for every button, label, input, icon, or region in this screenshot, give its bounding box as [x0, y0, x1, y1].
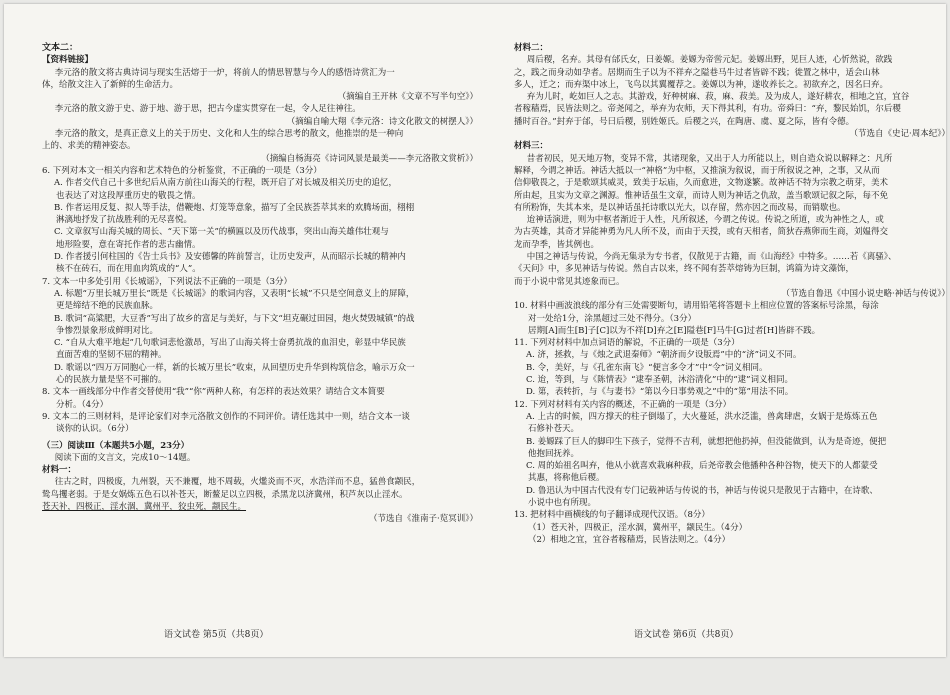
left-text-line: A. 作者交代自己十多世纪后从南方前往山海关的行程，既开启了对长城及相关历史的追忆， — [54, 178, 398, 189]
right-text-line: （1）苍天补，四极正，淫水涸，冀州平，颛民生。（4分） — [528, 522, 748, 533]
exam-sheet — [4, 4, 950, 657]
left-text-line: （摘编自喻大翔《李元洛：诗文化散文的树摆人》） — [286, 116, 478, 127]
right-text-line: C. 周的始祖名叫弃，他从小就喜欢栽麻种菽，后尧帝教会他播种各种谷物，使天下的人都蒙受 — [526, 461, 878, 472]
right-text-line: D. 第，表转折，与《与妻书》“第以今日事势观之”中的“第”用法不同。 — [526, 387, 794, 398]
left-text-line: 地形险要，意在寄托作者的悲古幽情。 — [56, 239, 201, 250]
left-text-line: 李元洛的散文将古典诗词与现实生活熔于一炉，将前人的情思智慧与今人的感悟诗赏汇为一 — [54, 67, 395, 78]
left-text-line: 体，给散文注入了新鲜的生命活力。 — [42, 79, 179, 90]
right-text-line: 者稼穑焉，民皆法则之。帝尧闻之，举弃为农师，天下得其利，有功。帝舜曰：“弃，黎民始饥，尔后稷 — [514, 104, 901, 115]
right-text-line: 而于小说中常见其迹象而已。 — [514, 276, 625, 287]
right-text-line: 居期[A]而生[B]子[C]以为不祥[D]弃之[E]隘巷[F]马牛[G]过者[H]皆辟不践。 — [528, 325, 821, 336]
right-text-line: B. 姜嫄踩了巨人的脚印生下孩子，觉得不吉利，就想把他扔掉，但没能做到，认为是奇迹，便把 — [526, 436, 887, 447]
left-text-line: 8. 文本一画线部分中作者交替使用“我”“你”两种人称，有怎样的表达效果？请结合文本简要 — [42, 387, 385, 398]
left-text-line: 鸷鸟攫老弱。于是女娲炼五色石以补苍天，断鳌足以立四极，杀黑龙以济冀州，积芦灰以止淫水。 — [42, 489, 408, 500]
left-text-line: （摘编自王开林《文章不写半句空》） — [337, 92, 478, 103]
right-text-line: （节选自鲁迅《中国小说史略·神话与传说》） — [781, 288, 950, 299]
right-text-line: 为古英雄，其奇才异能神勇为凡人所不及，而由于天授，或有天相者，简狄吞燕卵而生商，刘媪得交 — [514, 227, 889, 238]
right-text-line: 《天问》中，多见神话与传说。然自古以来，终不闻有荟萃熔铸为巨制，鸿篇为诗文藻饰， — [514, 264, 855, 275]
left-text-line: （三）阅读Ⅲ（本题共5小题，23分） — [42, 440, 190, 451]
right-text-line: 信仰敬畏之，于是歌颂其威灵，致美于坛庙，久而愈进，文物遂繁。故神话不特为宗教之萌芽，美术 — [514, 178, 889, 189]
right-text-line: 他抱回抚养。 — [528, 448, 580, 459]
left-text-line: 李元洛的散文游于史、游于地、游于思，把古今虚实贯穿在一起，令人足往神往。 — [54, 104, 361, 115]
right-text-line: C. 迨，等到，与《陈情表》“逮奉圣朝，沐浴清化”中的“逮”词义相同。 — [526, 375, 793, 386]
right-text-line: 昔者初民，见天地万物，变异不常，其诸现象，又出于人力所能以上，则自造众说以解释之：凡所 — [526, 153, 893, 164]
right-text-line: 其惠，将称他后稷。 — [528, 473, 605, 484]
left-text-line: 7. 文本一中多处引用《长城谣》，下列说法不正确的一项是（3分） — [42, 276, 292, 287]
left-text-line: 文本二： — [42, 43, 79, 53]
left-text-line: D. 作者援引何柱国的《告士兵书》及安德馨的阵前誓言，让历史发声，从而昭示长城的精神内 — [54, 252, 406, 263]
right-text-line: 之，践之而身动如孕者。居期而生子以为不祥弃之隘巷马牛过者皆辟不践；徙置之林中，适会山林 — [514, 67, 880, 78]
right-text-line: 中国之神话与传说，今尚无集录为专书者，仅散见于古籍，而《山海经》中特多。……若《离骚》、 — [526, 252, 897, 263]
left-text-line: 更是缔结不绝的民族血脉。 — [56, 301, 159, 312]
left-text-line: 材料一： — [42, 465, 77, 476]
left-text-line: C. 文章叙写山海关城的周长、“天下第一关”的横匾以及历代战事，突出山海关雄伟壮观与 — [54, 227, 389, 238]
right-text-line: （2）相地之宜，宜谷者稼穑焉，民皆法则之。（4分） — [528, 534, 731, 545]
left-text-line: 分析。（4分） — [56, 399, 109, 410]
left-text-line: 争惨烈景象形成鲜明对比。 — [56, 325, 159, 336]
left-text-line: 上的、求美的精神姿态。 — [42, 141, 136, 152]
right-text-line: 小说中也有所现。 — [528, 497, 597, 508]
right-column — [514, 42, 950, 695]
right-text-line: 迨神话演进，则为中枢者渐近于人性，凡所叙述，今谓之传说。传说之所道，或为神性之人，或 — [526, 215, 884, 226]
right-text-line: 材料二： — [514, 43, 549, 53]
right-text-line: 龙而孕季，皆其例也。 — [514, 239, 600, 250]
right-text-line: 13. 把材料中画横线的句子翻译成现代汉语。（8分） — [514, 510, 710, 521]
right-text-line: 有所粉饰，失其本来，是以神话虽托诗歌以光大，以存留，然亦因之而改易，而销歇也。 — [514, 202, 846, 213]
right-text-line: （节选自《史记·周本纪》） — [849, 129, 950, 140]
right-text-line: A. 济，拯救，与《烛之武退秦师》“朝济而夕设版焉”中的“济”词义不同。 — [526, 350, 802, 361]
page-footer-right: 语文试卷 第6页（共8页） — [634, 630, 739, 640]
right-text-line: A. 上古的时候，四方撑天的柱子倒塌了，大火蔓延，洪水泛滥，兽禽肆虐，女娲于是炼炼五色 — [526, 411, 878, 422]
left-column — [42, 42, 482, 695]
left-text-line: B. 作者运用反复、拟人等手法，借鞭炮、灯笼等意象，描写了全民族荟萃其来的欢腾场面，栩栩 — [54, 202, 415, 213]
left-text-line: 苍天补，四极正，淫水涸，冀州平，狡虫死，颛民生。 — [42, 501, 247, 512]
right-text-line: 所由起，且实为文章之渊源。惟神话虽生文章，而诗人则为神话之仇敌，盖当歌颂记叙之际，每不免 — [514, 190, 889, 201]
right-text-line: 材料三： — [514, 141, 549, 152]
left-text-line: 直面苦难的坚韧不屈的精神。 — [56, 350, 167, 361]
left-text-line: （摘编自杨海亮《诗词风景是最美——李元洛散文赏析》） — [261, 153, 478, 164]
left-text-line: 6. 下列对本文一相关内容和艺术特色的分析鉴赏，不正确的一项是（3分） — [42, 165, 322, 176]
left-text-line: 【资料链接】 — [42, 55, 94, 66]
right-text-line: 11. 下列对材料中加点词语的解说，不正确的一项是（3分） — [514, 338, 740, 349]
right-text-line: D. 鲁迅认为中国古代没有专门记载神话与传说的书，神话与传说只是散见于古籍中，在诗歌、 — [526, 485, 878, 496]
left-text-line: 阅读下面的文言文，完成10～14题。 — [54, 452, 196, 463]
left-text-line: D. 歌谣以“四万万同胞心一样，新的长城万里长”收束，从回望历史升华到构筑信念，喻示万众一 — [54, 362, 415, 373]
left-text-line: B. 歌词“高粱肥，大豆香”写出了故乡的富足与美好，与下文“坦克碾过田园，炮火焚毁城镇”的战 — [54, 313, 415, 324]
right-text-line: 播时百谷。”封弃于邰，号曰后稷，别姓姬氏。后稷之兴，在陶唐、虞、夏之际，皆有令德。 — [514, 116, 855, 127]
right-text-line: 石修补苍天。 — [528, 424, 580, 435]
left-text-line: 淋漓地抒发了抗战胜利的无尽喜悦。 — [56, 215, 193, 226]
left-text-line: A. 标题“万里长城万里长”既是《长城谣》的歌词内容，又表明“长城”不只是空间意义上的屏障， — [54, 288, 415, 299]
left-text-line: 往古之时，四极废，九州裂，天不兼覆，地不周载，火爁炎而不灭，水浩洋而不息，猛兽食颛民， — [54, 477, 421, 488]
left-text-line: 核不在砖石，而在用血肉筑成的“人”。 — [56, 264, 201, 275]
page-footer-left: 语文试卷 第5页（共8页） — [164, 630, 269, 640]
right-text-line: 多人，迁之；而弃渠中冰上，飞鸟以其翼覆荐之。姜嫄以为神，遂收养长之。初欲弃之，因名曰弃。 — [514, 79, 889, 90]
left-text-line: 心的民族力量是坚不可摧的。 — [56, 375, 167, 386]
right-text-line: 10. 材料中画波浪线的部分有三处需要断句，请用铅笔将答题卡上相应位置的答案标号涂黑，每涂 — [514, 301, 879, 312]
right-text-line: 解释，今谓之神话。神话大抵以一“神格”为中枢，又推演为叙说，而于所叙说之神，之事，又从而 — [514, 165, 880, 176]
right-text-line: 对一处给1分，涂黑超过三处不得分。（3分） — [528, 313, 697, 324]
left-text-line: （节选自《淮南子·览冥训》） — [369, 514, 478, 525]
right-text-line: B. 令，美好，与《孔雀东南飞》“便言多令才”中“令”词义相同。 — [526, 362, 768, 373]
right-text-line: 12. 下列对材料有关内容的概述，不正确的一项是（3分） — [514, 399, 732, 410]
left-text-line: C. “自从大难平地起”几句歌词悲怆激昂，写出了山海关将士奋勇抗战的血泪史，彰显中华民族 — [54, 338, 406, 349]
left-text-line: 李元洛的散文，是真正意义上的关于历史、文化和人生的综合思考的散文，他推崇的是一种向 — [54, 129, 404, 140]
left-text-line: 9. 文本二的三则材料，是评论家们对李元洛散文创作的不同评价。请任选其中一则，结合文本一谈 — [42, 411, 410, 422]
right-text-line: 弃为儿时，屹如巨人之志。其游戏，好种树麻、菽，麻、菽美。及为成人，遂好耕农，相地之宜，宜谷 — [526, 92, 910, 103]
left-text-line: 谈你的认识。（6分） — [56, 424, 134, 435]
left-text-line: 也表达了对这段厚重历史的敬畏之情。 — [56, 190, 201, 201]
right-text-line: 周后稷，名弃。其母有邰氏女，曰姜嫄。姜嫄为帝喾元妃。姜嫄出野，见巨人迹，心忻然说，欲践 — [526, 55, 893, 66]
